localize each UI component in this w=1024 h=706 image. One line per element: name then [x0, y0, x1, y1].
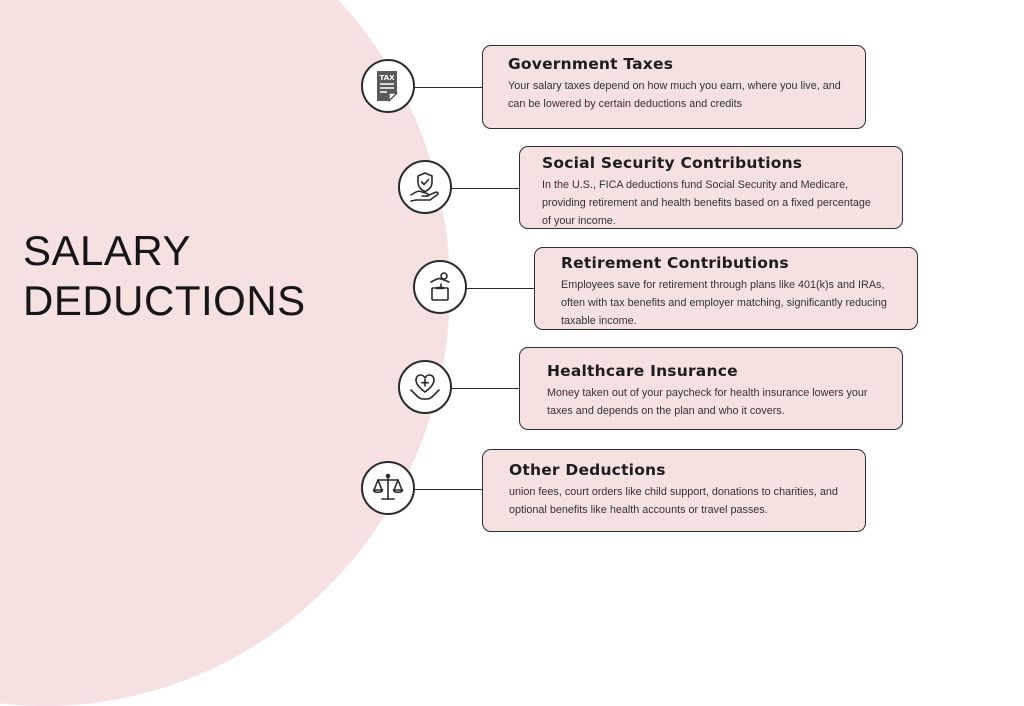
card-heading: Healthcare Insurance: [547, 362, 738, 380]
card-description: union fees, court orders like child support, donations to charities, and optional benefits like health accounts or travel passes.: [509, 486, 838, 516]
deduction-card: [519, 347, 903, 430]
deduction-card: [482, 449, 866, 532]
hand-shield-icon: [398, 160, 452, 214]
card-heading: Retirement Contributions: [561, 254, 789, 272]
card-heading: Government Taxes: [508, 55, 674, 73]
tax-icon-label: TAX: [379, 74, 395, 82]
card-heading: Social Security Contributions: [542, 154, 803, 172]
hands-heart-icon: [398, 360, 452, 414]
page-title: [23, 226, 306, 326]
connector-line: [452, 188, 520, 189]
deduction-card: [534, 247, 918, 330]
card-description: Your salary taxes depend on how much you earn, where you live, and can be lowered by certain deductions and credits: [508, 80, 841, 110]
hand-coin-box-icon: [413, 260, 467, 314]
deduction-card: [519, 146, 903, 229]
connector-line: [415, 489, 483, 490]
card-description: In the U.S., FICA deductions fund Social Security and Medicare, providing retirement and health benefits based on a fixed percentage of your income.: [542, 179, 871, 227]
title-line-2: DEDUCTIONS: [23, 277, 306, 324]
card-description: Employees save for retirement through plans like 401(k)s and IRAs, often with tax benefits and employer matching, significantly reducing taxable income.: [561, 279, 887, 327]
connector-line: [415, 87, 483, 88]
title-line-1: SALARY: [23, 227, 191, 274]
card-description: Money taken out of your paycheck for health insurance lowers your taxes and depends on the plan and who it covers.: [547, 387, 868, 417]
connector-line: [467, 288, 535, 289]
connector-line: [452, 388, 520, 389]
deduction-card: [482, 45, 866, 129]
tax-document-icon: [361, 59, 415, 113]
card-heading: Other Deductions: [509, 461, 666, 479]
scales-icon: [361, 461, 415, 515]
